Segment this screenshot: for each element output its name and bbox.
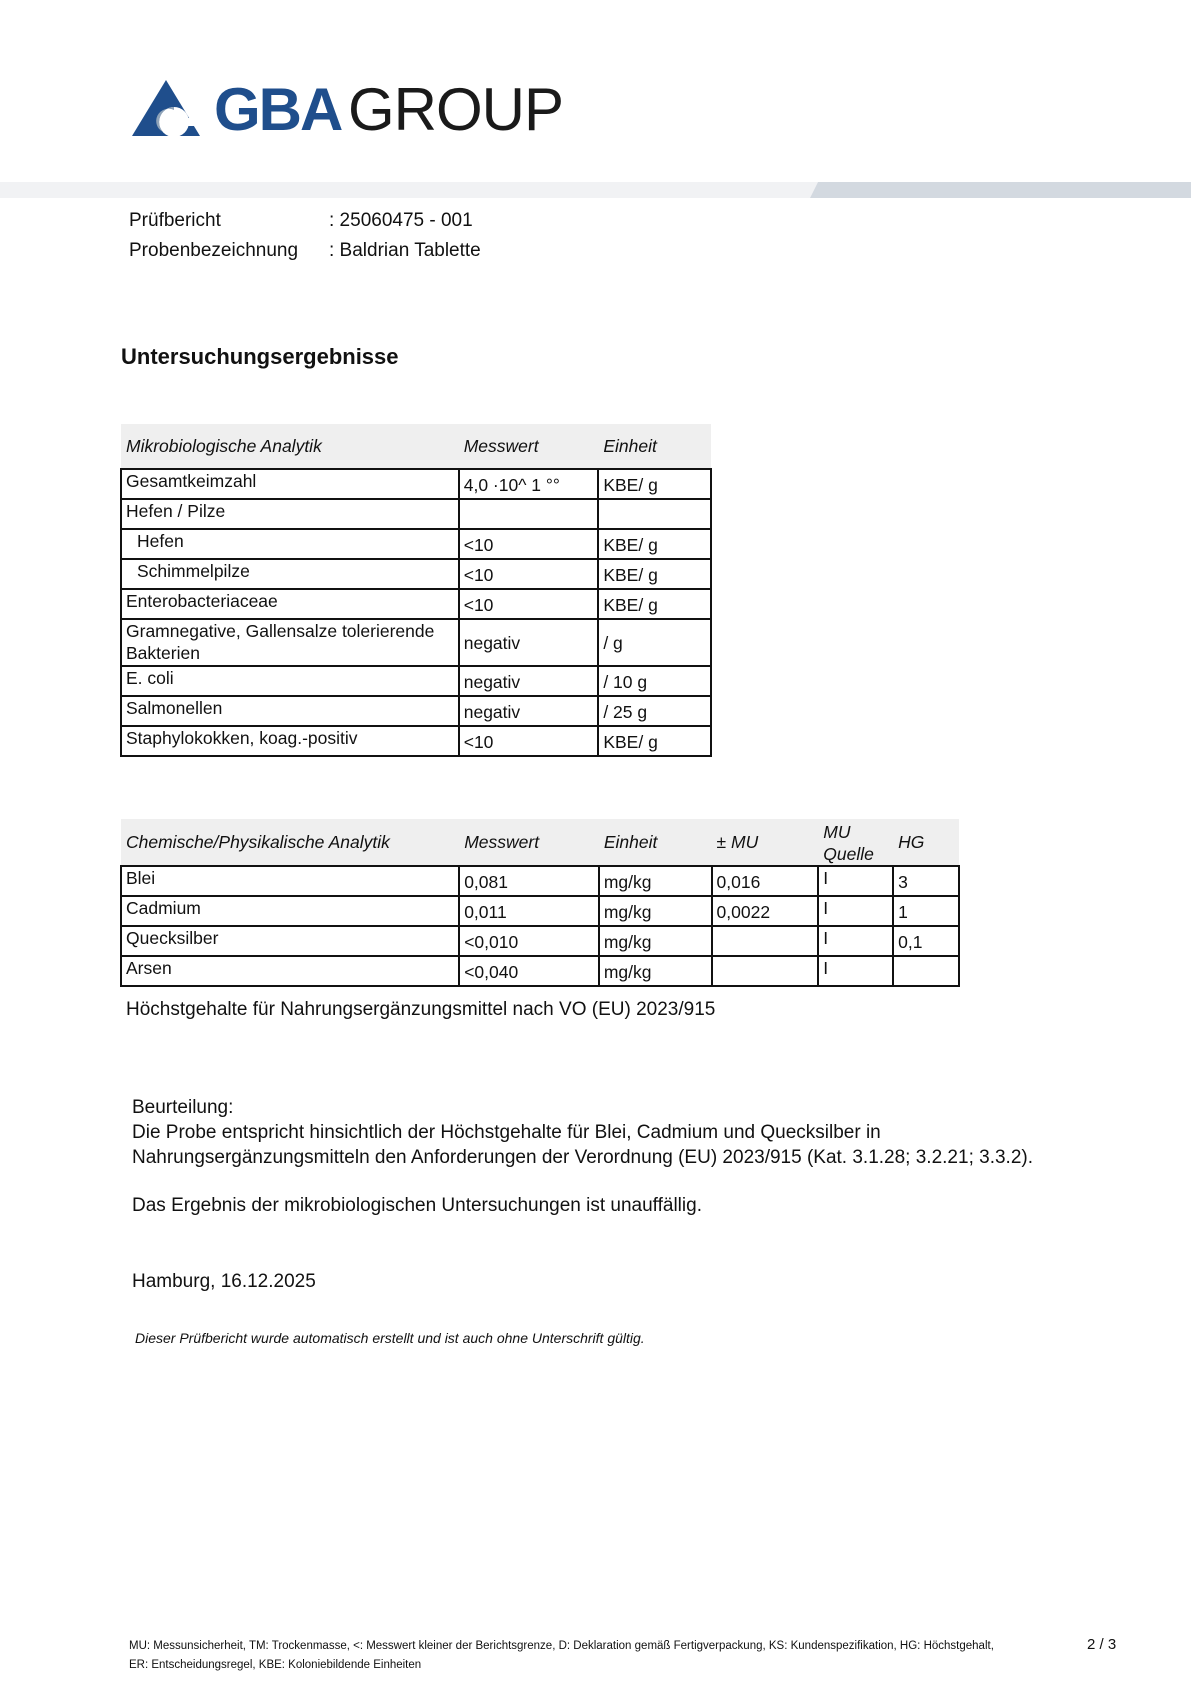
micro-unit: KBE/ g [598, 559, 711, 589]
section-title: Untersuchungsergebnisse [121, 344, 399, 369]
chem-value: <0,040 [459, 956, 599, 986]
micro-header-analysis: Mikrobiologische Analytik [121, 424, 459, 469]
assessment-line-2: Nahrungsergänzungsmitteln den Anforderungen der Verordnung (EU) 2023/915 (Kat. 3.1.28; 3.2.21; 3.3.2). [132, 1147, 1033, 1168]
chem-name: Cadmium [121, 896, 459, 926]
chem-table [120, 819, 960, 987]
gba-group-logo [130, 74, 564, 146]
micro-header-row [121, 424, 711, 469]
chem-header-hg: HG [893, 819, 959, 866]
header-band [0, 182, 1191, 198]
chem-mu-source: I [818, 956, 893, 986]
micro-unit: / g [598, 619, 711, 666]
micro-name: Salmonellen [121, 696, 459, 726]
micro-value: <10 [459, 726, 599, 756]
micro-unit: KBE/ g [598, 469, 711, 499]
table-row [121, 866, 959, 896]
chem-unit: mg/kg [599, 956, 712, 986]
micro-value: <10 [459, 589, 599, 619]
table-row [121, 529, 711, 559]
chem-mu-source: I [818, 866, 893, 896]
chem-name: Arsen [121, 956, 459, 986]
footer-legend [129, 1637, 1009, 1675]
micro-name: Enterobacteriaceae [121, 589, 459, 619]
chem-mu [712, 956, 819, 986]
micro-unit: / 10 g [598, 666, 711, 696]
micro-unit: / 25 g [598, 696, 711, 726]
chem-header-mu: ± MU [712, 819, 819, 866]
micro-value [459, 499, 599, 529]
table-row [121, 896, 959, 926]
micro-table [120, 424, 712, 757]
micro-value: negativ [459, 696, 599, 726]
micro-name: Staphylokokken, koag.-positiv [121, 726, 459, 756]
chem-header-analysis: Chemische/Physikalische Analytik [121, 819, 459, 866]
chem-header-value: Messwert [459, 819, 599, 866]
sample-name-value: : Baldrian Tablette [329, 240, 481, 261]
micro-name: Schimmelpilze [121, 559, 459, 589]
micro-unit: KBE/ g [598, 529, 711, 559]
table-row [121, 666, 711, 696]
chem-unit: mg/kg [599, 866, 712, 896]
chem-mu: 0,0022 [712, 896, 819, 926]
chem-header-row [121, 819, 959, 866]
chem-value: <0,010 [459, 926, 599, 956]
chem-value: 0,081 [459, 866, 599, 896]
chem-name: Quecksilber [121, 926, 459, 956]
table-row [121, 499, 711, 529]
chem-unit: mg/kg [599, 926, 712, 956]
page-number: 2 / 3 [1087, 1636, 1117, 1653]
logo-mark-icon [130, 78, 202, 138]
logo-text-group: GROUP [348, 76, 564, 143]
chem-header-unit: Einheit [599, 819, 712, 866]
report-number-value: : 25060475 - 001 [329, 210, 473, 231]
footer-legend-line-2: ER: Entscheidungsregel, KBE: Koloniebildende Einheiten [129, 1659, 422, 1671]
micro-name: Gramnegative, Gallensalze tolerierende Bakterien [121, 619, 459, 666]
auto-generated-note: Dieser Prüfbericht wurde automatisch erstellt und ist auch ohne Unterschrift gültig. [135, 1330, 645, 1346]
micro-value: 4,0 ·10^ 1 °° [459, 469, 599, 499]
micro-unit: KBE/ g [598, 726, 711, 756]
micro-header-value: Messwert [459, 424, 599, 469]
micro-value: negativ [459, 666, 599, 696]
footer-legend-line-1: MU: Messunsicherheit, TM: Trockenmasse, <: Messwert kleiner der Berichtsgrenze, D: Deklaration gemäß Fertigverpackung, KS: Kundenspezifikation, HG: Höchstgehalt, [129, 1640, 994, 1652]
micro-value: negativ [459, 619, 599, 666]
chem-value: 0,011 [459, 896, 599, 926]
place-date: Hamburg, 16.12.2025 [132, 1271, 316, 1292]
chem-hg: 1 [893, 896, 959, 926]
chem-name: Blei [121, 866, 459, 896]
table-row [121, 619, 711, 666]
report-number-label: Prüfbericht [129, 210, 221, 231]
micro-name: E. coli [121, 666, 459, 696]
assessment-micro: Das Ergebnis der mikrobiologischen Untersuchungen ist unauffällig. [132, 1195, 702, 1216]
chem-mu-source: I [818, 926, 893, 956]
chem-mu [712, 926, 819, 956]
sample-name-label: Probenbezeichnung [129, 240, 299, 261]
chem-header-mu-source: MU Quelle [818, 819, 893, 866]
micro-value: <10 [459, 559, 599, 589]
micro-unit [598, 499, 711, 529]
table-row [121, 696, 711, 726]
chem-mu: 0,016 [712, 866, 819, 896]
micro-value: <10 [459, 529, 599, 559]
table-row [121, 559, 711, 589]
micro-name: Gesamtkeimzahl [121, 469, 459, 499]
table-row [121, 469, 711, 499]
assessment-title: Beurteilung: [132, 1097, 234, 1118]
table-row [121, 726, 711, 756]
micro-header-unit: Einheit [598, 424, 711, 469]
micro-unit: KBE/ g [598, 589, 711, 619]
micro-name: Hefen [121, 529, 459, 559]
table-row [121, 926, 959, 956]
chem-hg [893, 956, 959, 986]
chem-mu-source: I [818, 896, 893, 926]
table-row [121, 589, 711, 619]
micro-name: Hefen / Pilze [121, 499, 459, 529]
chem-hg: 3 [893, 866, 959, 896]
chem-unit: mg/kg [599, 896, 712, 926]
assessment-line-1: Die Probe entspricht hinsichtlich der Höchstgehalte für Blei, Cadmium und Quecksilber in [132, 1122, 881, 1143]
chem-note: Höchstgehalte für Nahrungsergänzungsmittel nach VO (EU) 2023/915 [126, 999, 716, 1020]
assessment-block [132, 1095, 1092, 1218]
chem-hg: 0,1 [893, 926, 959, 956]
table-row [121, 956, 959, 986]
logo-text-gba: GBA [214, 76, 342, 143]
